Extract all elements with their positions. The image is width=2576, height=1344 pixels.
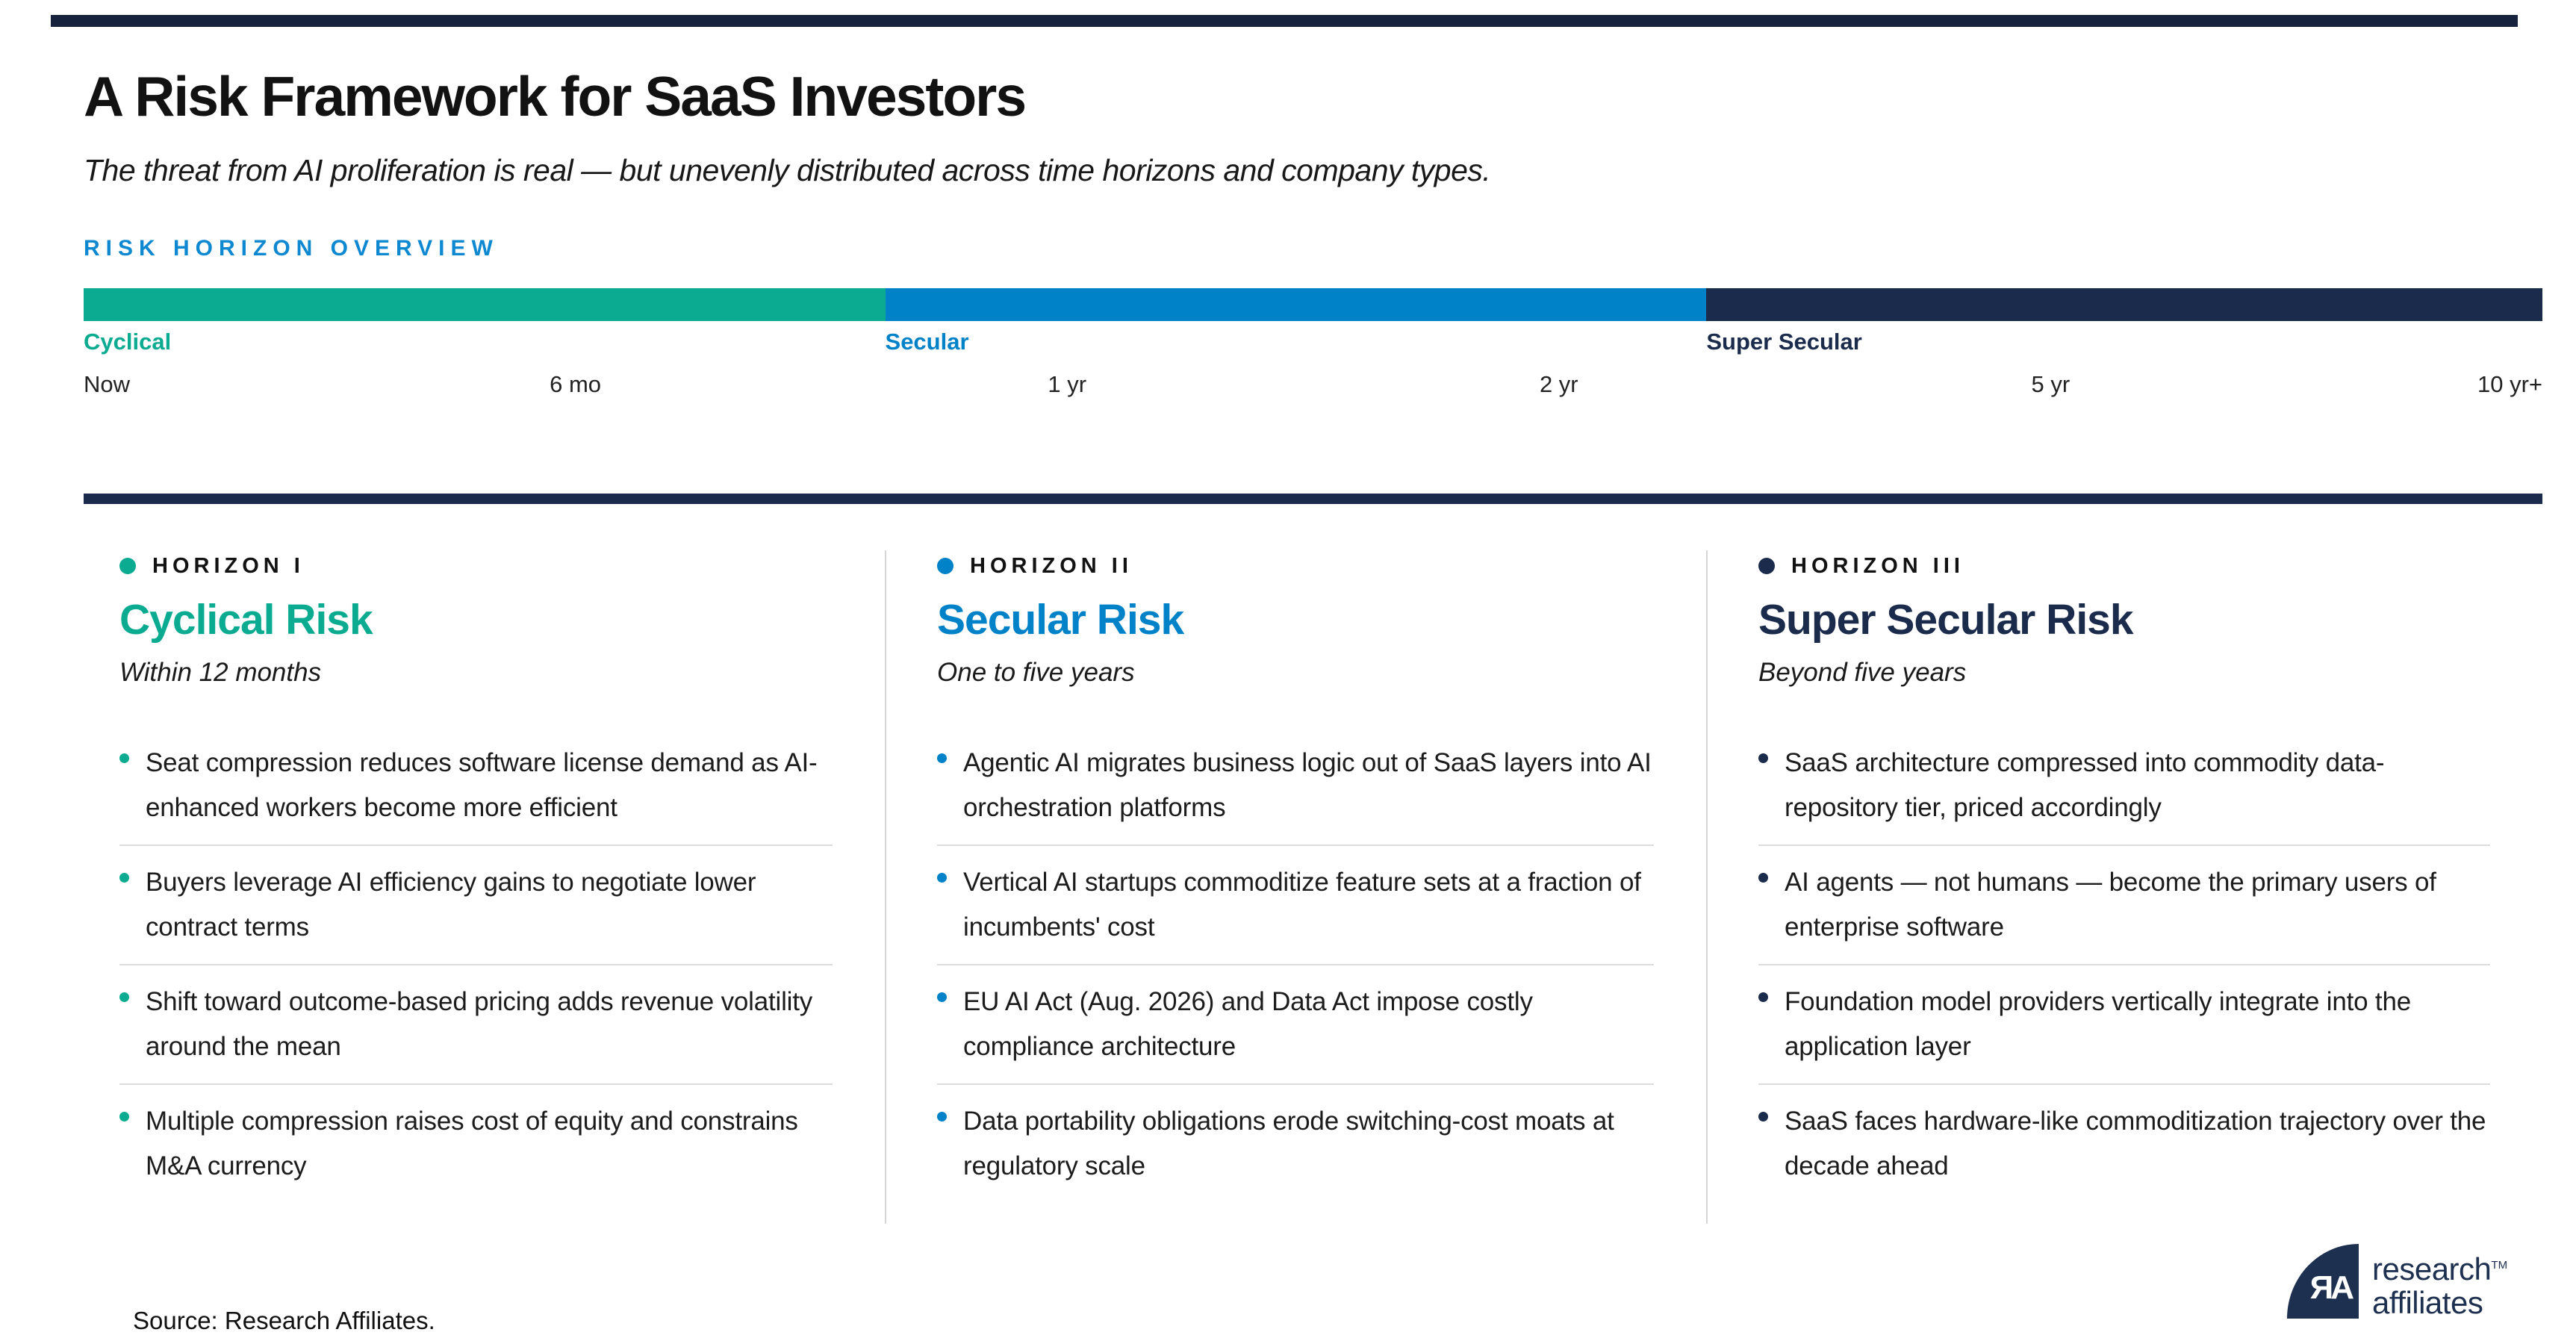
horizon-1-title: Cyclical Risk <box>119 596 373 644</box>
list-item <box>119 846 833 965</box>
research-affiliates-logo <box>2287 1244 2507 1319</box>
logo-mark-icon <box>2287 1244 2359 1319</box>
bullet-dot-icon <box>119 873 129 883</box>
bullet-dot-icon <box>1758 873 1768 883</box>
bullet-text: AI agents — not humans — become the primary users of enterprise software <box>1785 868 2436 942</box>
top-rule <box>51 15 2518 27</box>
bullet-text: SaaS architecture compressed into commodity data-repository tier, priced accordingly <box>1785 748 2385 822</box>
list-item <box>1758 846 2490 965</box>
horizon-2-label: HORIZON II <box>970 553 1133 578</box>
tick-5yr: 5 yr <box>2031 371 2071 397</box>
column-horizon-3 <box>1706 504 2542 1225</box>
horizon-2-bullet-list <box>937 727 1654 1203</box>
horizon-1-dot-icon <box>119 558 136 574</box>
list-item <box>937 965 1654 1085</box>
bullet-text: Data portability obligations erode switching-cost moats at regulatory scale <box>963 1107 1614 1180</box>
logo-line1: research <box>2372 1251 2492 1287</box>
bullet-text: Agentic AI migrates business logic out of SaaS layers into AI orchestration platforms <box>963 748 1652 822</box>
horizon-columns <box>84 504 2542 1225</box>
bullet-dot-icon <box>937 753 947 763</box>
horizon-2-timeframe: One to five years <box>937 658 1135 687</box>
timeline-label-super-secular: Super Secular <box>1706 329 1862 355</box>
bullet-text: Seat compression reduces software license demand as AI-enhanced workers become more efficient <box>146 748 818 822</box>
page-subtitle: The threat from AI proliferation is real — but unevenly distributed across time horizons and company types. <box>84 153 1491 187</box>
tick-6mo: 6 mo <box>550 371 602 397</box>
list-item <box>119 727 833 846</box>
bullet-text: Shift toward outcome-based pricing adds revenue volatility around the mean <box>146 987 813 1061</box>
horizon-1-timeframe: Within 12 months <box>119 658 322 687</box>
bullet-text: Buyers leverage AI efficiency gains to negotiate lower contract terms <box>146 868 756 942</box>
bullet-text: EU AI Act (Aug. 2026) and Data Act impose costly compliance architecture <box>963 987 1533 1061</box>
timeline-ticks <box>84 371 2542 401</box>
bullet-dot-icon <box>119 1112 129 1121</box>
horizon-3-bullet-list <box>1758 727 2490 1203</box>
list-item <box>937 727 1654 846</box>
bullet-dot-icon <box>119 992 129 1002</box>
bullet-text: SaaS faces hardware-like commoditization trajectory over the decade ahead <box>1785 1107 2486 1180</box>
list-item <box>1758 727 2490 846</box>
horizon-3-label: HORIZON III <box>1791 553 1964 578</box>
horizon-2-title: Secular Risk <box>937 596 1184 644</box>
list-item <box>1758 965 2490 1085</box>
list-item <box>937 1085 1654 1203</box>
bullet-dot-icon <box>937 992 947 1002</box>
list-item <box>1758 1085 2490 1203</box>
source-note: Source: Research Affiliates. <box>133 1307 435 1334</box>
bullet-text: Multiple compression raises cost of equity and constrains M&A currency <box>146 1107 798 1180</box>
logo-monogram: ЯA <box>2309 1269 2351 1306</box>
horizon-1-bullet-list <box>119 727 833 1203</box>
tick-2yr: 2 yr <box>1539 371 1578 397</box>
bullet-dot-icon <box>1758 1112 1768 1121</box>
timeline-bar <box>84 288 2542 321</box>
column-divider <box>885 550 886 1224</box>
bullet-dot-icon <box>937 1112 947 1121</box>
timeline-segment-labels <box>84 329 2542 360</box>
timeline-segment-super-secular <box>1706 288 2542 321</box>
timeline-label-cyclical: Cyclical <box>84 329 172 355</box>
list-item <box>119 965 833 1085</box>
horizon-3-dot-icon <box>1758 558 1775 574</box>
trademark-symbol: TM <box>2491 1259 2508 1272</box>
column-divider <box>1706 550 1708 1224</box>
horizon-3-header <box>1758 555 2490 577</box>
horizon-2-header <box>937 555 1654 577</box>
logo-line2: affiliates <box>2372 1285 2483 1320</box>
bullet-text: Foundation model providers vertically integrate into the application layer <box>1785 987 2411 1061</box>
timeline-segment-cyclical <box>84 288 886 321</box>
logo-wordmark <box>2372 1244 2507 1319</box>
horizon-1-label: HORIZON I <box>152 553 305 578</box>
horizon-3-timeframe: Beyond five years <box>1758 658 1967 687</box>
horizon-1-header <box>119 555 833 577</box>
timeline-segment-secular <box>886 288 1707 321</box>
bullet-dot-icon <box>1758 992 1768 1002</box>
timeline-label-secular: Secular <box>885 329 969 355</box>
column-horizon-1 <box>84 504 885 1225</box>
horizon-2-dot-icon <box>937 558 953 574</box>
bullet-dot-icon <box>119 753 129 763</box>
tick-10yr: 10 yr+ <box>2477 371 2542 397</box>
tick-1yr: 1 yr <box>1048 371 1087 397</box>
horizon-3-title: Super Secular Risk <box>1758 596 2133 644</box>
bullet-dot-icon <box>937 873 947 883</box>
section-divider-rule <box>84 494 2542 504</box>
tick-now: Now <box>84 371 131 397</box>
list-item <box>937 846 1654 965</box>
bullet-text: Vertical AI startups commoditize feature sets at a fraction of incumbents' cost <box>963 868 1641 942</box>
column-horizon-2 <box>885 504 1706 1225</box>
bullet-dot-icon <box>1758 753 1768 763</box>
list-item <box>119 1085 833 1203</box>
page-title: A Risk Framework for SaaS Investors <box>84 65 1026 128</box>
section-label-risk-horizon-overview: RISK HORIZON OVERVIEW <box>84 236 499 261</box>
